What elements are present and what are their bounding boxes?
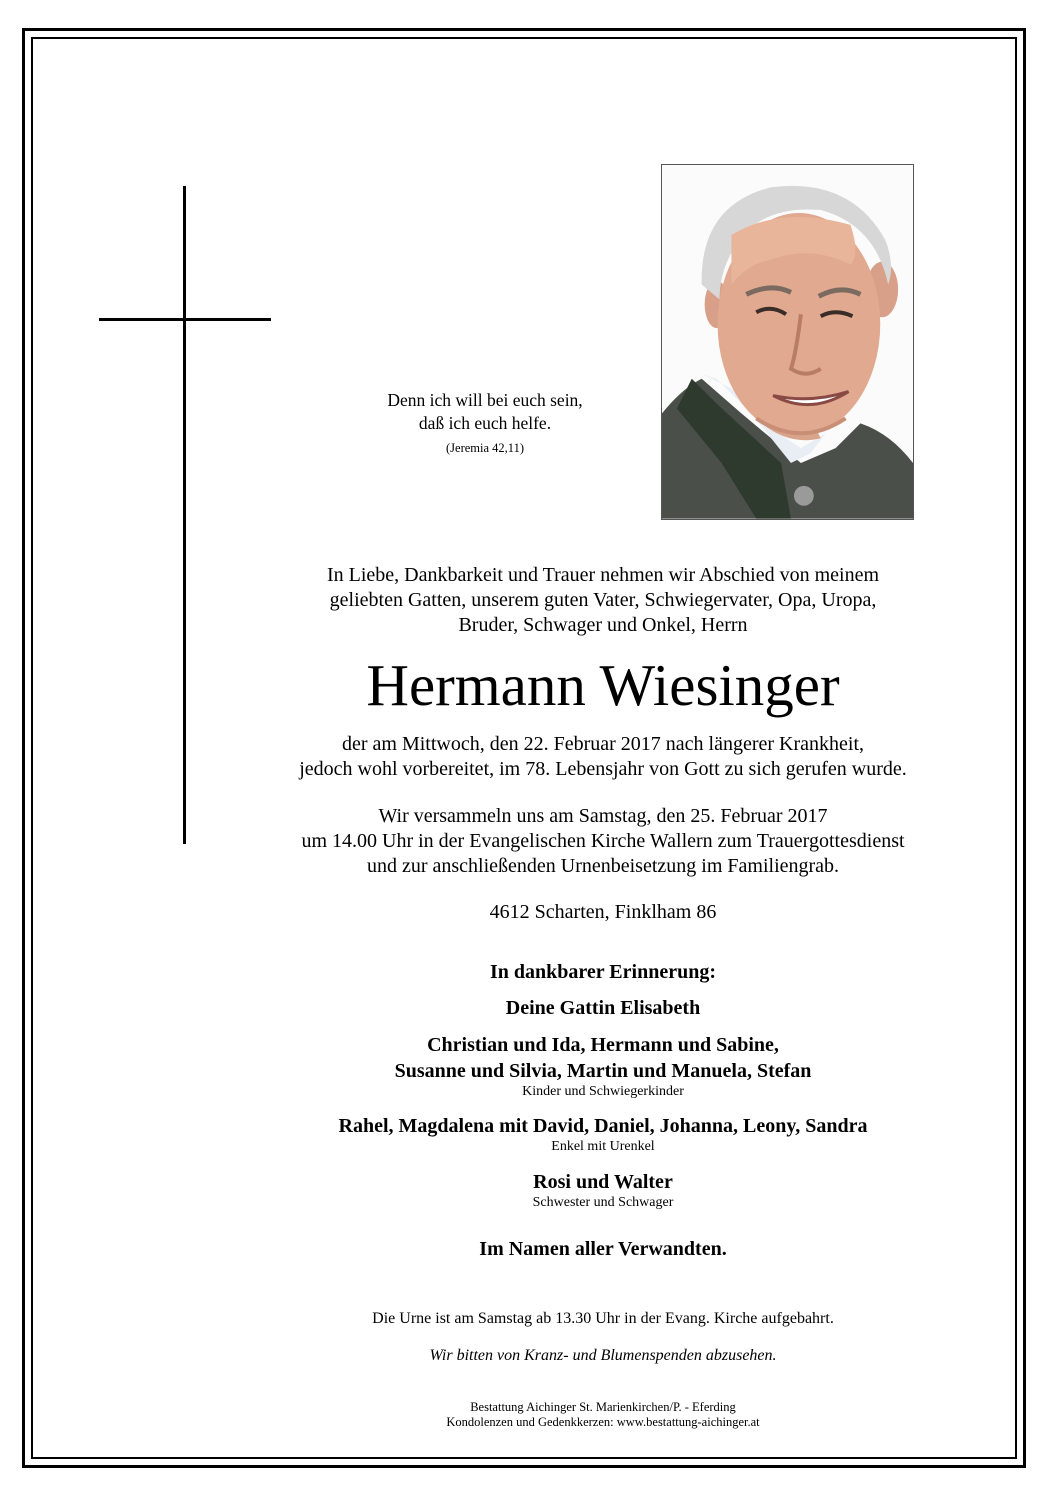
- cross-vertical-bar: [183, 186, 186, 844]
- quote-reference: (Jeremia 42,11): [446, 441, 524, 455]
- portrait-photo: [661, 164, 914, 520]
- intro-line: In Liebe, Dankbarkeit und Trauer nehmen wir Abschied von meinem: [326, 564, 880, 586]
- condolences-link: Kondolenzen und Gedenkkerzen: www.bestattung-aichinger.at: [446, 1415, 760, 1429]
- mourner-wife: Deine Gattin Elisabeth: [505, 997, 701, 1019]
- service-line: um 14.00 Uhr in der Evangelischen Kirche Wallern zum Trauergottesdienst: [301, 830, 905, 852]
- mourner-siblings: Rosi und Walter: [533, 1171, 673, 1193]
- mourner-relatives: Im Namen aller Verwandten.: [479, 1238, 727, 1260]
- intro-paragraph: [250, 563, 956, 638]
- quote-line: daß ich euch helfe.: [418, 413, 552, 433]
- service-line: Wir versammeln uns am Samstag, den 25. Februar 2017: [378, 805, 828, 827]
- cross-horizontal-bar: [99, 318, 271, 321]
- mourner-grandchildren-caption: Enkel mit Urenkel: [551, 1139, 655, 1154]
- death-line: jedoch wohl vorbereitet, im 78. Lebensjahr von Gott zu sich gerufen wurde.: [299, 758, 907, 780]
- mourner-children-caption: Kinder und Schwiegerkinder: [522, 1084, 684, 1099]
- obituary-text: [250, 563, 956, 1430]
- mourner-children-group: [250, 1032, 956, 1099]
- flowers-notice: Wir bitten von Kranz- und Blumenspenden abzusehen.: [429, 1347, 777, 1364]
- urn-notice: Die Urne ist am Samstag ab 13.30 Uhr in der Evang. Kirche aufgebahrt.: [372, 1310, 834, 1327]
- quote-line: Denn ich will bei euch sein,: [387, 390, 583, 410]
- intro-line: geliebten Gatten, unserem guten Vater, Schwiegervater, Opa, Uropa,: [329, 589, 877, 611]
- intro-line: Bruder, Schwager und Onkel, Herrn: [458, 614, 748, 636]
- mourner-children-line: Christian und Ida, Hermann und Sabine,: [427, 1034, 779, 1056]
- death-line: der am Mittwoch, den 22. Februar 2017 nach längerer Krankheit,: [341, 733, 865, 755]
- address: 4612 Scharten, Finklham 86: [489, 901, 717, 923]
- mourner-siblings-caption: Schwester und Schwager: [532, 1195, 674, 1210]
- service-line: und zur anschließenden Urnenbeisetzung im Familiengrab.: [366, 855, 840, 877]
- death-notice: [250, 732, 956, 782]
- footer: [250, 1400, 956, 1430]
- mourner-grandchildren-group: [250, 1113, 956, 1154]
- mourners-heading: In dankbarer Erinnerung:: [490, 961, 716, 983]
- deceased-name: Hermann Wiesinger: [366, 652, 840, 718]
- mourner-siblings-group: [250, 1169, 956, 1210]
- portrait-image: [662, 165, 913, 519]
- service-notice: [250, 804, 956, 879]
- undertaker-name: Bestattung Aichinger St. Marienkirchen/P. - Eferding: [470, 1400, 736, 1414]
- mourner-children-line: Susanne und Silvia, Martin und Manuela, Stefan: [394, 1060, 812, 1082]
- bible-quote: [350, 389, 620, 456]
- mourner-grandchildren: Rahel, Magdalena mit David, Daniel, Johanna, Leony, Sandra: [338, 1115, 868, 1137]
